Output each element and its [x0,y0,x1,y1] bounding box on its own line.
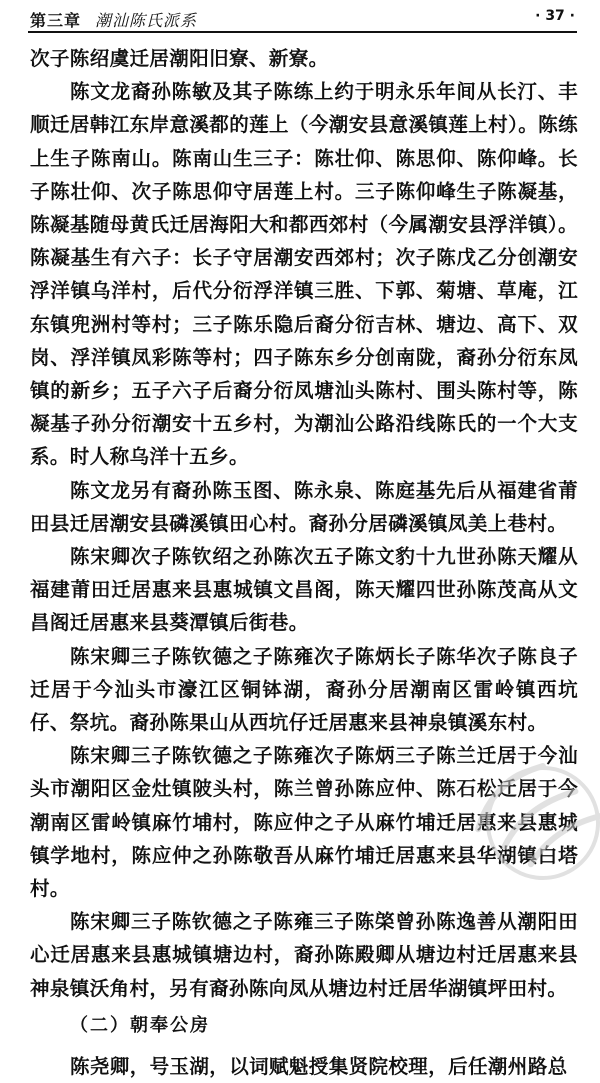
paragraph-2: 陈文龙裔孙陈敏及其子陈练上约于明永乐年间从长汀、丰顺迁居韩江东岸意溪都的莲上（今潮安县意溪镇莲上村）。陈练上生子陈南山。陈南山生三子：陈壮仰、陈思仰、陈仰峰。长子陈壮仰、次子陈思仰守居莲上村。三子陈仰峰生子陈凝基，陈凝基随母黄氏迁居海阳大和都西郊村（今属潮安县浮洋镇）。陈凝基生有六子：长子守居潮安西郊村；次子陈戊乙分创潮安浮洋镇乌洋村，后代分衍浮洋镇三胜、下郭、菊塘、草庵，江东镇兜洲村等村；三子陈乐隐后裔分衍吉林、塘边、高下、双岗、浮洋镇凤彩陈等村；四子陈东乡分创南陇，裔孙分衍东凤镇的新乡；五子六子后裔分衍凤塘汕头陈村、围头陈村等，陈凝基子孙分衍潮安十五乡村，为潮汕公路沿线陈氏的一个大支系。时人称乌洋十五乡。 [30,80,578,469]
chapter-title: 潮汕陈氏派系 [95,11,198,30]
running-header [30,6,575,30]
section-heading: （二）朝奉公房 [70,1014,210,1036]
chapter-label [30,8,197,31]
page-number: · 37 · [535,8,575,24]
paragraph-5: 陈宋卿三子陈钦德之子陈雍次子陈炳长子陈华次子陈良子迁居于今汕头市濠江区铜钵湖，裔孙分居潮南区雷岭镇西坑仔、祭坑。裔孙陈果山从西坑仔迁居惠来县神泉镇溪东村。 [30,644,578,735]
paragraph-3: 陈文龙另有裔孙陈玉图、陈永泉、陈庭基先后从福建省莆田县迁居潮安县磷溪镇田心村。裔孙分居磷溪镇凤美上巷村。 [30,478,578,535]
page-body [30,42,578,1083]
chapter-number: 第三章 [30,11,82,30]
paragraph-8: 陈尧卿，号玉湖，以词赋魁授集贤院校理，后任潮州路总 [70,1054,568,1078]
paragraph-4: 陈宋卿次子陈钦绍之孙陈次五子陈文豹十九世孙陈天耀从福建莆田迁居惠来县惠城镇文昌阁，陈天耀四世孙陈茂高从文昌阁迁居惠来县葵潭镇后街巷。 [30,545,578,635]
header-rule [28,31,577,33]
paragraph-6: 陈宋卿三子陈钦德之子陈雍次子陈炳三子陈兰迁居于今汕头市潮阳区金灶镇陂头村，陈兰曾孙陈应仲、陈石松迁居于今潮南区雷岭镇麻竹埔村，陈应仲之子从麻竹埔迁居惠来县惠城镇学地村，陈应仲之孙陈敬吾从麻竹埔迁居惠来县华湖镇白塔村。 [30,744,578,901]
paragraph-7: 陈宋卿三子陈钦德之子陈雍三子陈棨曾孙陈逸善从潮阳田心迁居惠来县惠城镇塘边村，裔孙陈殿卿从塘边村迁居惠来县神泉镇沃角村，另有裔孙陈向凤从塘边村迁居华湖镇坪田村。 [30,910,578,1000]
paragraph-1: 次子陈绍虞迁居潮阳旧寮、新寮。 [30,47,329,70]
